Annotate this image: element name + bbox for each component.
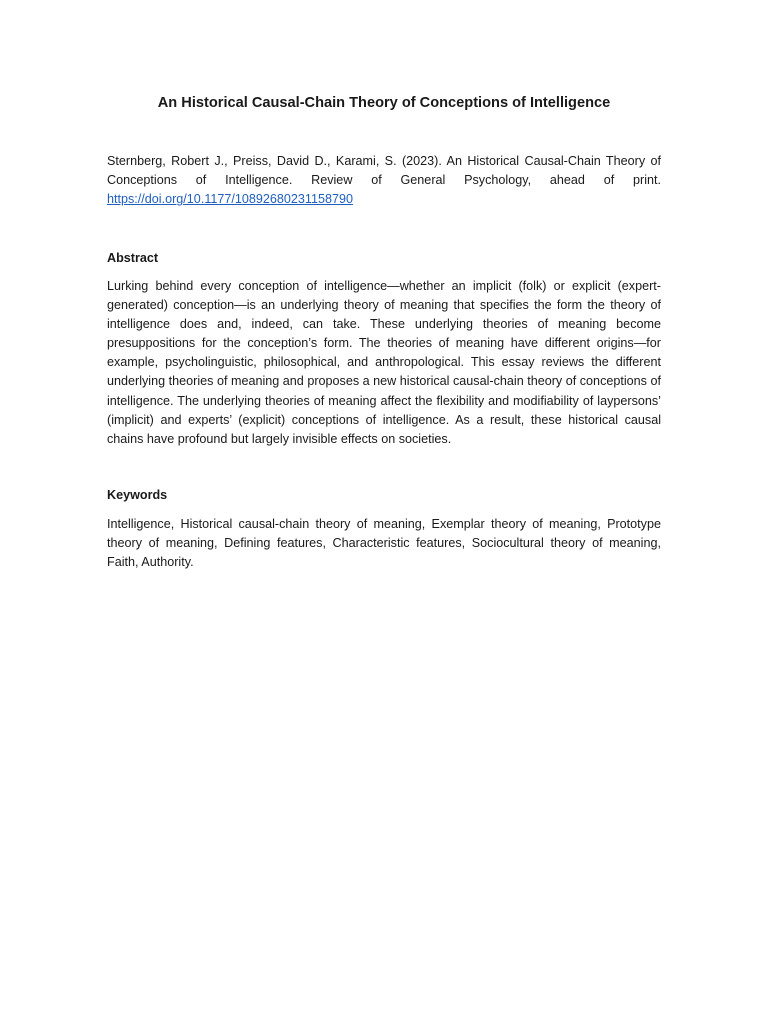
keywords-heading: Keywords (107, 488, 168, 502)
abstract-heading: Abstract (107, 251, 159, 265)
paper-title: An Historical Causal-Chain Theory of Conceptions of Intelligence (157, 95, 611, 111)
keywords-text: Intelligence, Historical causal-chain theory of meaning, Exemplar theory of meaning, Prototype theory of meaning, Defining features, Characteristic features, Sociocultural theory of meaning, Faith, Authority. (107, 517, 661, 570)
citation (107, 152, 661, 210)
citation-text: Sternberg, Robert J., Preiss, David D., Karami, S. (2023). An Historical Causal-Chain Theory of Conceptions of Intelligence. Review of General Psychology, ahead of print. (107, 154, 661, 188)
doi-link[interactable]: https://doi.org/10.1177/10892680231158790 (107, 192, 354, 207)
abstract-text: Lurking behind every conception of intelligence—whether an implicit (folk) or explicit (expert-generated) conception—is an underlying theory of meaning that specifies the form the theory of intelligence does and, indeed, can take. These underlying theories of meaning become presuppositions for the conception’s form. The theories of meaning have different origins—for example, psycholinguistic, philosophical, and anthropological. This essay reviews the different underlying theories of meaning and proposes a new historical causal-chain theory of conceptions of intelligence. The underlying theories of meaning affect the flexibility and modifiability of laypersons’ (implicit) and experts’ (explicit) conceptions of intelligence. As a result, these historical causal chains have profound but largely invisible effects on societies. (107, 279, 661, 446)
